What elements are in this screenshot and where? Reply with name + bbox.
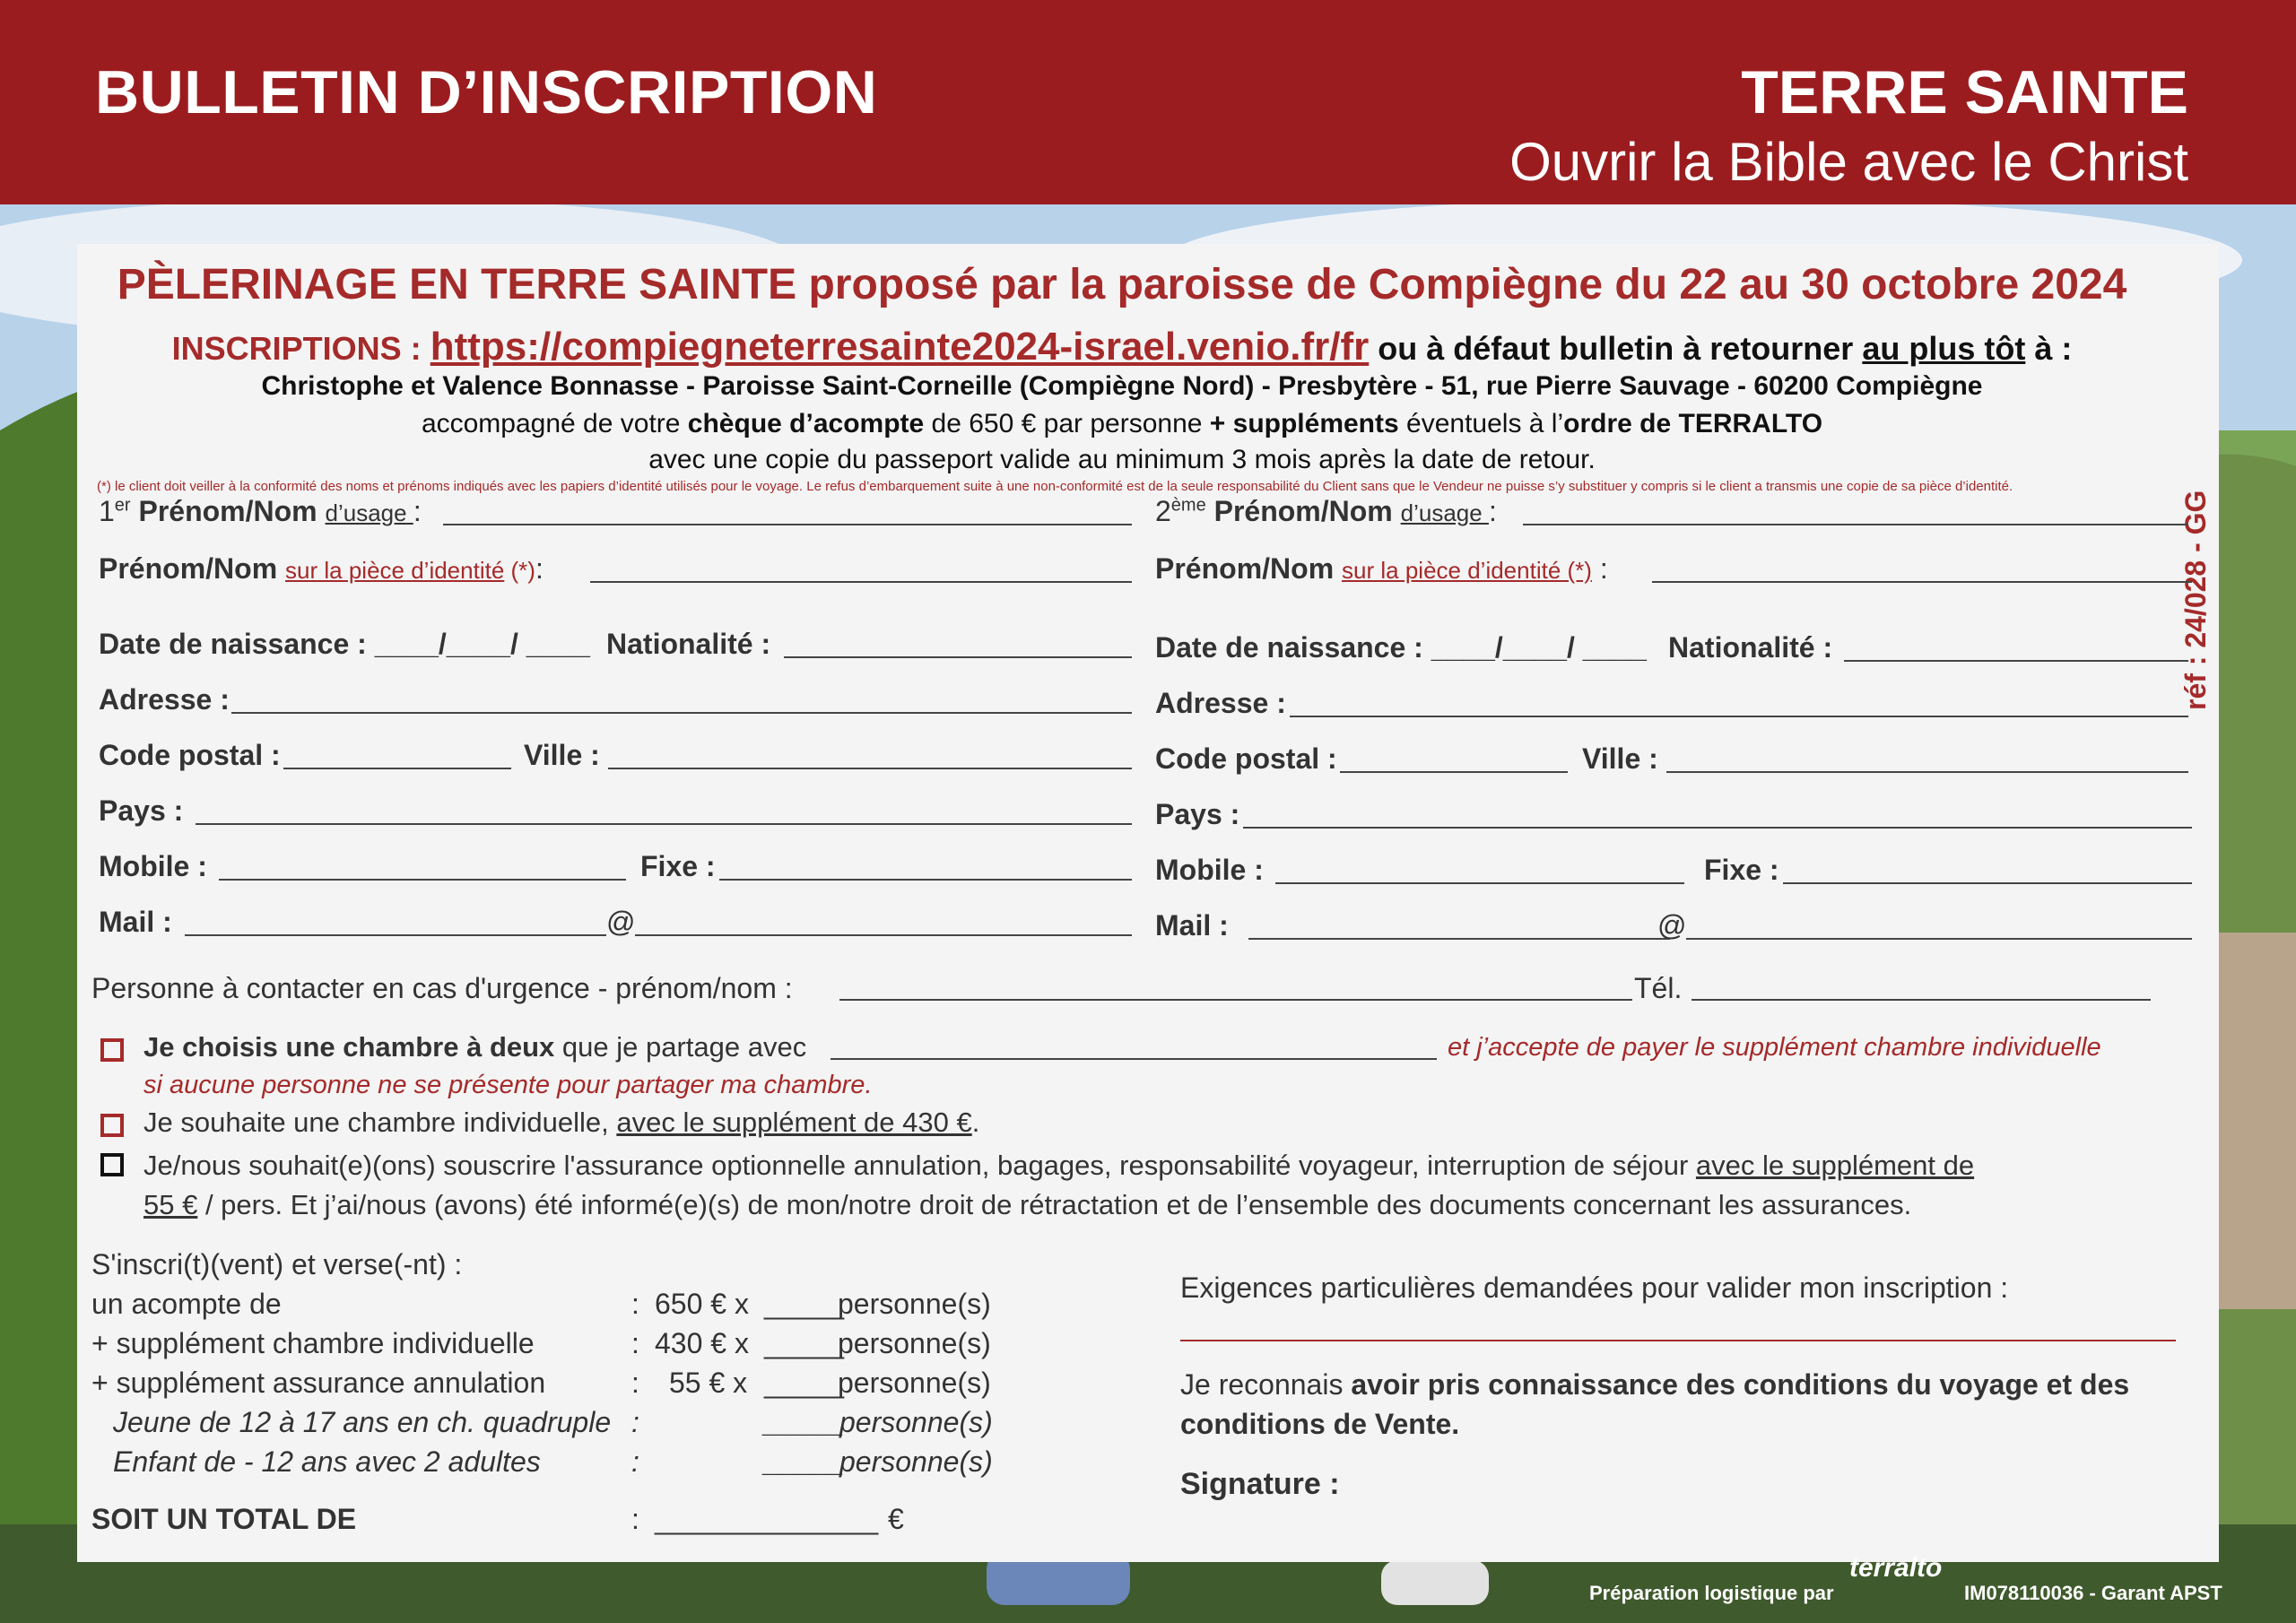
p2-usage-name-label — [1155, 495, 1497, 528]
p1-nationality-field[interactable] — [784, 656, 1132, 658]
p1-mobile-text: Mobile : — [99, 850, 207, 882]
single-room-b: . — [971, 1107, 980, 1138]
p1-id-name-label — [99, 552, 544, 586]
row-0-qty-field[interactable]: _____ — [764, 1288, 844, 1320]
double-room-strong: Je choisis une chambre à deux — [144, 1031, 555, 1063]
p1-country-label — [99, 794, 183, 828]
p2-mail-user-field[interactable] — [1248, 938, 1670, 940]
insurance-text — [144, 1146, 2201, 1225]
p2-usage-name-field[interactable] — [1523, 524, 2188, 525]
p2-mobile-field[interactable] — [1275, 882, 1684, 884]
payment-intro: S'inscri(t)(vent) et verse(-nt) : — [91, 1248, 463, 1280]
p1-mail-user-field[interactable] — [185, 934, 606, 936]
return-address: Christophe et Valence Bonnasse - Paroisse Saint-Corneille (Compiègne Nord) - Presbytère - 51, rue Pierre Sauvage - 60200 Compiègne — [261, 371, 1983, 401]
registration-link[interactable]: https://compiegneterresainte2024-israel.venio.fr/fr — [430, 325, 1370, 369]
header-banner — [0, 0, 2296, 204]
double-room-text — [144, 1031, 806, 1063]
p2-address-label — [1155, 687, 1286, 720]
requirements-field[interactable] — [1180, 1340, 2176, 1341]
p1-mail-domain-field[interactable] — [635, 934, 1132, 936]
p1-id-star: (*) — [504, 557, 535, 584]
p1-name-text: Prénom/Nom — [130, 495, 326, 527]
p1-phone-field[interactable] — [719, 879, 1132, 881]
p1-usage-text: d’usage — [325, 499, 413, 526]
p1-city-field[interactable] — [608, 768, 1132, 769]
total-field[interactable]: ______________ — [655, 1503, 879, 1535]
p1-country-text: Pays : — [99, 794, 184, 827]
p2-nationality-field[interactable] — [1844, 660, 2188, 662]
terralto-logo: terralto — [1849, 1553, 1943, 1583]
registration-line — [77, 325, 2167, 369]
row-0-label: un acompte de — [91, 1288, 282, 1320]
row-1-unit: personne(s) — [838, 1327, 991, 1359]
license-number: IM078110036 - Garant APST — [1964, 1582, 2222, 1604]
destination-title: TERRE SAINTE — [1741, 58, 2188, 126]
roommate-field[interactable] — [831, 1058, 1437, 1060]
double-room-checkbox[interactable] — [100, 1038, 124, 1062]
single-room-checkbox[interactable] — [100, 1114, 124, 1137]
p2-id-text: Prénom/Nom — [1155, 552, 1343, 585]
requirements-label: Exigences particulières demandées pour valider mon inscription : — [1180, 1271, 2009, 1304]
double-room-supplement-note-2: si aucune personne ne se présente pour partager ma chambre. — [144, 1071, 873, 1099]
row-0-colon: : — [631, 1288, 639, 1320]
row-3-qty-field[interactable]: _____ — [764, 1406, 844, 1438]
row-4-unit: personne(s) — [839, 1445, 993, 1478]
destination-subtitle: Ouvrir la Bible avec le Christ — [1509, 132, 2188, 192]
p1-phone-label — [640, 850, 716, 883]
insurance-u: avec le supplément de — [1695, 1150, 1975, 1181]
signature-label: Signature : — [1180, 1467, 1340, 1501]
p2-mobile-label — [1155, 854, 1264, 887]
double-room-supplement-note: et j’accepte de payer le supplément chambre individuelle — [1448, 1033, 2101, 1062]
single-room-a: Je souhaite une chambre individuelle, — [144, 1107, 617, 1138]
p2-zip-field[interactable] — [1340, 771, 1568, 773]
registration-label: INSCRIPTIONS : — [171, 330, 430, 367]
insurance-u2: 55 € — [144, 1189, 198, 1220]
p1-id-name-field[interactable] — [590, 581, 1132, 583]
reference-code: réf : 24/028 - GG — [2179, 490, 2212, 710]
p2-mail-label — [1155, 909, 1229, 942]
p1-mobile-label — [99, 850, 207, 883]
p2-id-small: sur la pièce d’identité (*) — [1342, 557, 1592, 584]
p1-address-label — [99, 683, 230, 716]
cheque-text-e: éventuels à l’ — [1398, 409, 1564, 438]
p1-id-small: sur la pièce d’identité — [285, 557, 505, 584]
p1-mail-text: Mail : — [99, 906, 172, 938]
p2-city-text: Ville : — [1582, 742, 1658, 775]
cheque-text-b: chèque d’acompte — [687, 409, 925, 438]
p1-address-text: Adresse : — [99, 683, 230, 716]
cheque-text-c: de 650 € par personne — [924, 409, 1210, 438]
p2-country-field[interactable] — [1243, 827, 2192, 829]
title-details: proposé par la paroisse de Compiègne du 22 au 30 octobre 2024 — [796, 261, 2127, 308]
p1-mail-label — [99, 906, 172, 939]
registration-text-end: à : — [2025, 330, 2073, 367]
p2-country-label — [1155, 798, 1239, 831]
row-1-colon: : — [631, 1327, 639, 1359]
p2-name-text: Prénom/Nom — [1205, 495, 1401, 527]
row-0-price: 650 € x — [655, 1288, 749, 1320]
p2-num: 2 — [1155, 495, 1171, 527]
insurance-a: Je/nous souhait(e)(ons) souscrire l'assurance optionnelle annulation, bagages, responsabilité voyageur, interruption de séjour — [144, 1150, 1696, 1181]
p1-zip-field[interactable] — [283, 768, 511, 769]
p2-nationality-label — [1668, 631, 1832, 664]
p2-id-name-field[interactable] — [1652, 581, 2192, 583]
p1-address-field[interactable] — [231, 712, 1132, 714]
form-heading: BULLETIN D’INSCRIPTION — [95, 58, 878, 126]
insurance-checkbox[interactable] — [100, 1153, 124, 1176]
p1-phone-text: Fixe : — [640, 850, 716, 882]
p1-at-sign: @ — [606, 906, 636, 938]
total-label: SOIT UN TOTAL DE — [91, 1503, 357, 1535]
row-3-label: Jeune de 12 à 17 ans en ch. quadruple — [113, 1406, 612, 1438]
row-4-label: Enfant de - 12 ans avec 2 adultes — [113, 1445, 541, 1478]
p1-country-field[interactable] — [196, 823, 1132, 825]
row-4-colon: : — [631, 1445, 639, 1478]
pilgrimage-title — [77, 260, 2167, 309]
insurance-b: / pers. Et j’ai/nous (avons) été informé(e)(s) de mon/notre droit de rétractation et de l’ensemble des documents concernant les assurances. — [197, 1189, 1912, 1220]
p2-id-colon: : — [1591, 552, 1608, 585]
p2-at-sign: @ — [1657, 909, 1687, 942]
row-2-colon: : — [631, 1367, 639, 1399]
title-main: PÈLERINAGE EN TERRE SAINTE — [117, 261, 797, 308]
emergency-contact-field[interactable] — [839, 999, 1632, 1001]
registration-form — [77, 244, 2219, 1562]
p1-sup: er — [114, 495, 131, 516]
p1-num: 1 — [99, 495, 115, 527]
p2-dob-field[interactable] — [1155, 631, 1647, 664]
emergency-contact-label: Personne à contacter en cas d'urgence - prénom/nom : — [91, 972, 793, 1004]
row-3-colon: : — [631, 1406, 639, 1438]
row-1-price: 430 € x — [655, 1327, 749, 1359]
p1-city-label — [524, 739, 600, 772]
p2-mail-domain-field[interactable] — [1686, 938, 2192, 940]
emergency-tel-label: Tél. — [1634, 972, 1683, 1004]
p2-address-field[interactable] — [1290, 716, 2188, 717]
row-2-unit: personne(s) — [838, 1367, 991, 1399]
row-2-label: + supplément assurance annulation — [91, 1367, 546, 1399]
row-2-qty-field[interactable]: _____ — [764, 1367, 844, 1399]
p1-dob-text: Date de naissance : ____/____/ ____ — [99, 628, 590, 660]
p1-nationality-label — [606, 628, 770, 661]
p1-colon: : — [413, 495, 422, 527]
passport-instruction: avec une copie du passeport valide au minimum 3 mois après la date de retour. — [648, 445, 1596, 474]
p2-sup: ème — [1170, 495, 1206, 516]
p1-dob-field[interactable] — [99, 628, 590, 661]
identity-disclaimer: (*) le client doit veiller à la conformité des noms et prénoms indiqués avec les papiers d’identité utilisés pour le voyage. Le refus d’embarquement suite à une non-conformité est de la seule responsabilité du Client sans que le Vendeur ne puisse s’y substituer y compris si le client a transmis une copie de sa pièce d’identité. — [97, 479, 2013, 494]
p1-usage-name-label — [99, 495, 422, 528]
logistics-credit: Préparation logistique par — [1589, 1582, 1834, 1604]
ack-a: Je reconnais — [1180, 1368, 1352, 1401]
p2-id-name-label — [1155, 552, 1608, 586]
p2-address-text: Adresse : — [1155, 687, 1286, 719]
p2-city-field[interactable] — [1666, 771, 2188, 773]
p2-colon: : — [1488, 495, 1497, 527]
cheque-text-a: accompagné de votre — [421, 409, 688, 438]
total-colon: : — [631, 1503, 639, 1535]
p1-zip-text: Code postal : — [99, 739, 281, 771]
emergency-tel-field[interactable] — [1692, 999, 2151, 1001]
single-room-text — [144, 1107, 979, 1139]
ack-b: avoir pris connaissance des conditions du voyage et des — [1351, 1368, 2130, 1401]
p1-id-text: Prénom/Nom — [99, 552, 286, 585]
p1-zip-label — [99, 739, 281, 772]
registration-text: ou à défaut bulletin à retourner — [1369, 330, 1863, 367]
p2-phone-label — [1704, 854, 1779, 887]
p2-phone-field[interactable] — [1783, 882, 2192, 884]
total-currency: € — [888, 1503, 904, 1535]
p2-zip-label — [1155, 742, 1337, 776]
double-room-share: que je partage avec — [554, 1031, 807, 1063]
row-4-qty-field[interactable]: _____ — [764, 1445, 844, 1478]
row-0-unit: personne(s) — [838, 1288, 991, 1320]
cheque-text-d: + suppléments — [1209, 409, 1399, 438]
row-3-unit: personne(s) — [839, 1406, 993, 1438]
p1-nat-text: Nationalité : — [606, 628, 771, 660]
p2-country-text: Pays : — [1155, 798, 1240, 830]
p1-city-text: Ville : — [524, 739, 600, 771]
cheque-text-f: ordre de TERRALTO — [1563, 409, 1823, 438]
p2-phone-text: Fixe : — [1704, 854, 1779, 886]
p1-mobile-field[interactable] — [219, 879, 626, 881]
single-room-u: avec le supplément de 430 € — [616, 1107, 972, 1138]
row-2-price: 55 € x — [669, 1367, 748, 1399]
p2-dob-text: Date de naissance : ____/____/ ____ — [1155, 631, 1647, 664]
p1-usage-name-field[interactable] — [443, 524, 1132, 525]
p2-mail-text: Mail : — [1155, 909, 1229, 942]
cheque-instruction — [77, 409, 2167, 439]
p1-id-colon: : — [535, 552, 544, 585]
p2-mobile-text: Mobile : — [1155, 854, 1264, 886]
p2-zip-text: Code postal : — [1155, 742, 1337, 775]
p2-nat-text: Nationalité : — [1668, 631, 1833, 664]
row-1-label: + supplément chambre individuelle — [91, 1327, 535, 1359]
acknowledgement-2: conditions de Vente. — [1180, 1408, 1460, 1440]
row-1-qty-field[interactable]: _____ — [764, 1327, 844, 1359]
registration-text-underlined: au plus tôt — [1862, 330, 2026, 367]
p2-usage-text: d’usage — [1400, 499, 1489, 526]
acknowledgement — [1180, 1368, 2129, 1402]
p2-city-label — [1582, 742, 1658, 776]
